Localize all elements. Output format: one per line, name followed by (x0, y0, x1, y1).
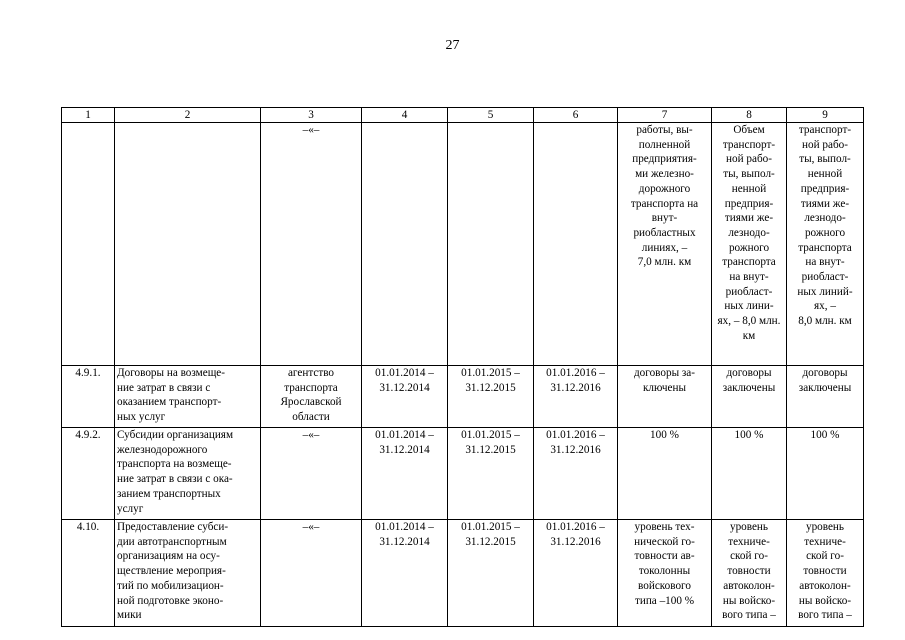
item-name-cell (115, 123, 261, 366)
col-header-5: 5 (448, 108, 534, 123)
result-2016-cell: транспорт- ной рабо- ты, выпол- ненной предприя- тиями же- лезнодо- рожного транспорта на внут- риобласт- ных линий- ях, – 8,0 млн. км (787, 123, 864, 366)
result-2015-cell: уровень техниче- ской го- товности автоколон- ны войско- вого типа – (712, 520, 787, 627)
result-2014-cell: работы, вы- полненной предприятия- ми железно- дорожного транспорта на внут- риобластных линиях, – 7,0 млн. км (618, 123, 712, 366)
result-2015-cell: Объем транспорт- ной рабо- ты, выпол- ненной предприя- тиями же- лезнодо- рожного транспорта на внут- риобласт- ных лини- ях, – 8,0 млн. км (712, 123, 787, 366)
table-row (62, 123, 864, 366)
col-header-3: 3 (261, 108, 362, 123)
item-name-cell: Субсидии организациям железнодорожного транспорта на возмеще- ние затрат в связи с ока- занием транспортных услуг (115, 428, 261, 520)
period-2014-cell (362, 123, 448, 366)
period-2016-cell: 01.01.2016 – 31.12.2016 (534, 366, 618, 428)
responsible-cell: –«– (261, 520, 362, 627)
period-2014-cell: 01.01.2014 – 31.12.2014 (362, 428, 448, 520)
period-2015-cell (448, 123, 534, 366)
col-header-2: 2 (115, 108, 261, 123)
column-number-row (62, 108, 864, 123)
period-2015-cell: 01.01.2015 – 31.12.2015 (448, 520, 534, 627)
table-row (62, 366, 864, 428)
col-header-4: 4 (362, 108, 448, 123)
result-2016-cell: договоры заключены (787, 366, 864, 428)
item-number-cell: 4.9.1. (62, 366, 115, 428)
table-row (62, 428, 864, 520)
result-2014-cell: договоры за- ключены (618, 366, 712, 428)
responsible-cell: –«– (261, 428, 362, 520)
result-2015-cell: 100 % (712, 428, 787, 520)
result-2016-cell: 100 % (787, 428, 864, 520)
col-header-8: 8 (712, 108, 787, 123)
result-2015-cell: договоры заключены (712, 366, 787, 428)
responsible-cell: агентство транспорта Ярославской области (261, 366, 362, 428)
item-name-cell: Предоставление субси- дии автотранспортным организациям на осу- ществление мероприя- тий по мобилизацион- ной подготовке эконо- мики (115, 520, 261, 627)
period-2016-cell (534, 123, 618, 366)
page-number: 27 (445, 38, 460, 53)
col-header-6: 6 (534, 108, 618, 123)
item-name-cell: Договоры на возмеще- ние затрат в связи с оказанием транспорт- ных услуг (115, 366, 261, 428)
col-header-7: 7 (618, 108, 712, 123)
result-2016-cell: уровень техниче- ской го- товности автоколон- ны войско- вого типа – (787, 520, 864, 627)
item-number-cell: 4.10. (62, 520, 115, 627)
period-2016-cell: 01.01.2016 – 31.12.2016 (534, 428, 618, 520)
col-header-1: 1 (62, 108, 115, 123)
period-2014-cell: 01.01.2014 – 31.12.2014 (362, 366, 448, 428)
program-table (61, 107, 864, 627)
col-header-9: 9 (787, 108, 864, 123)
result-2014-cell: 100 % (618, 428, 712, 520)
result-2014-cell: уровень тех- нической го- товности ав- токолонны войскового типа –100 % (618, 520, 712, 627)
item-number-cell (62, 123, 115, 366)
period-2015-cell: 01.01.2015 – 31.12.2015 (448, 366, 534, 428)
period-2014-cell: 01.01.2014 – 31.12.2014 (362, 520, 448, 627)
period-2015-cell: 01.01.2015 – 31.12.2015 (448, 428, 534, 520)
item-number-cell: 4.9.2. (62, 428, 115, 520)
responsible-cell: –«– (261, 123, 362, 366)
period-2016-cell: 01.01.2016 – 31.12.2016 (534, 520, 618, 627)
table-row (62, 520, 864, 627)
